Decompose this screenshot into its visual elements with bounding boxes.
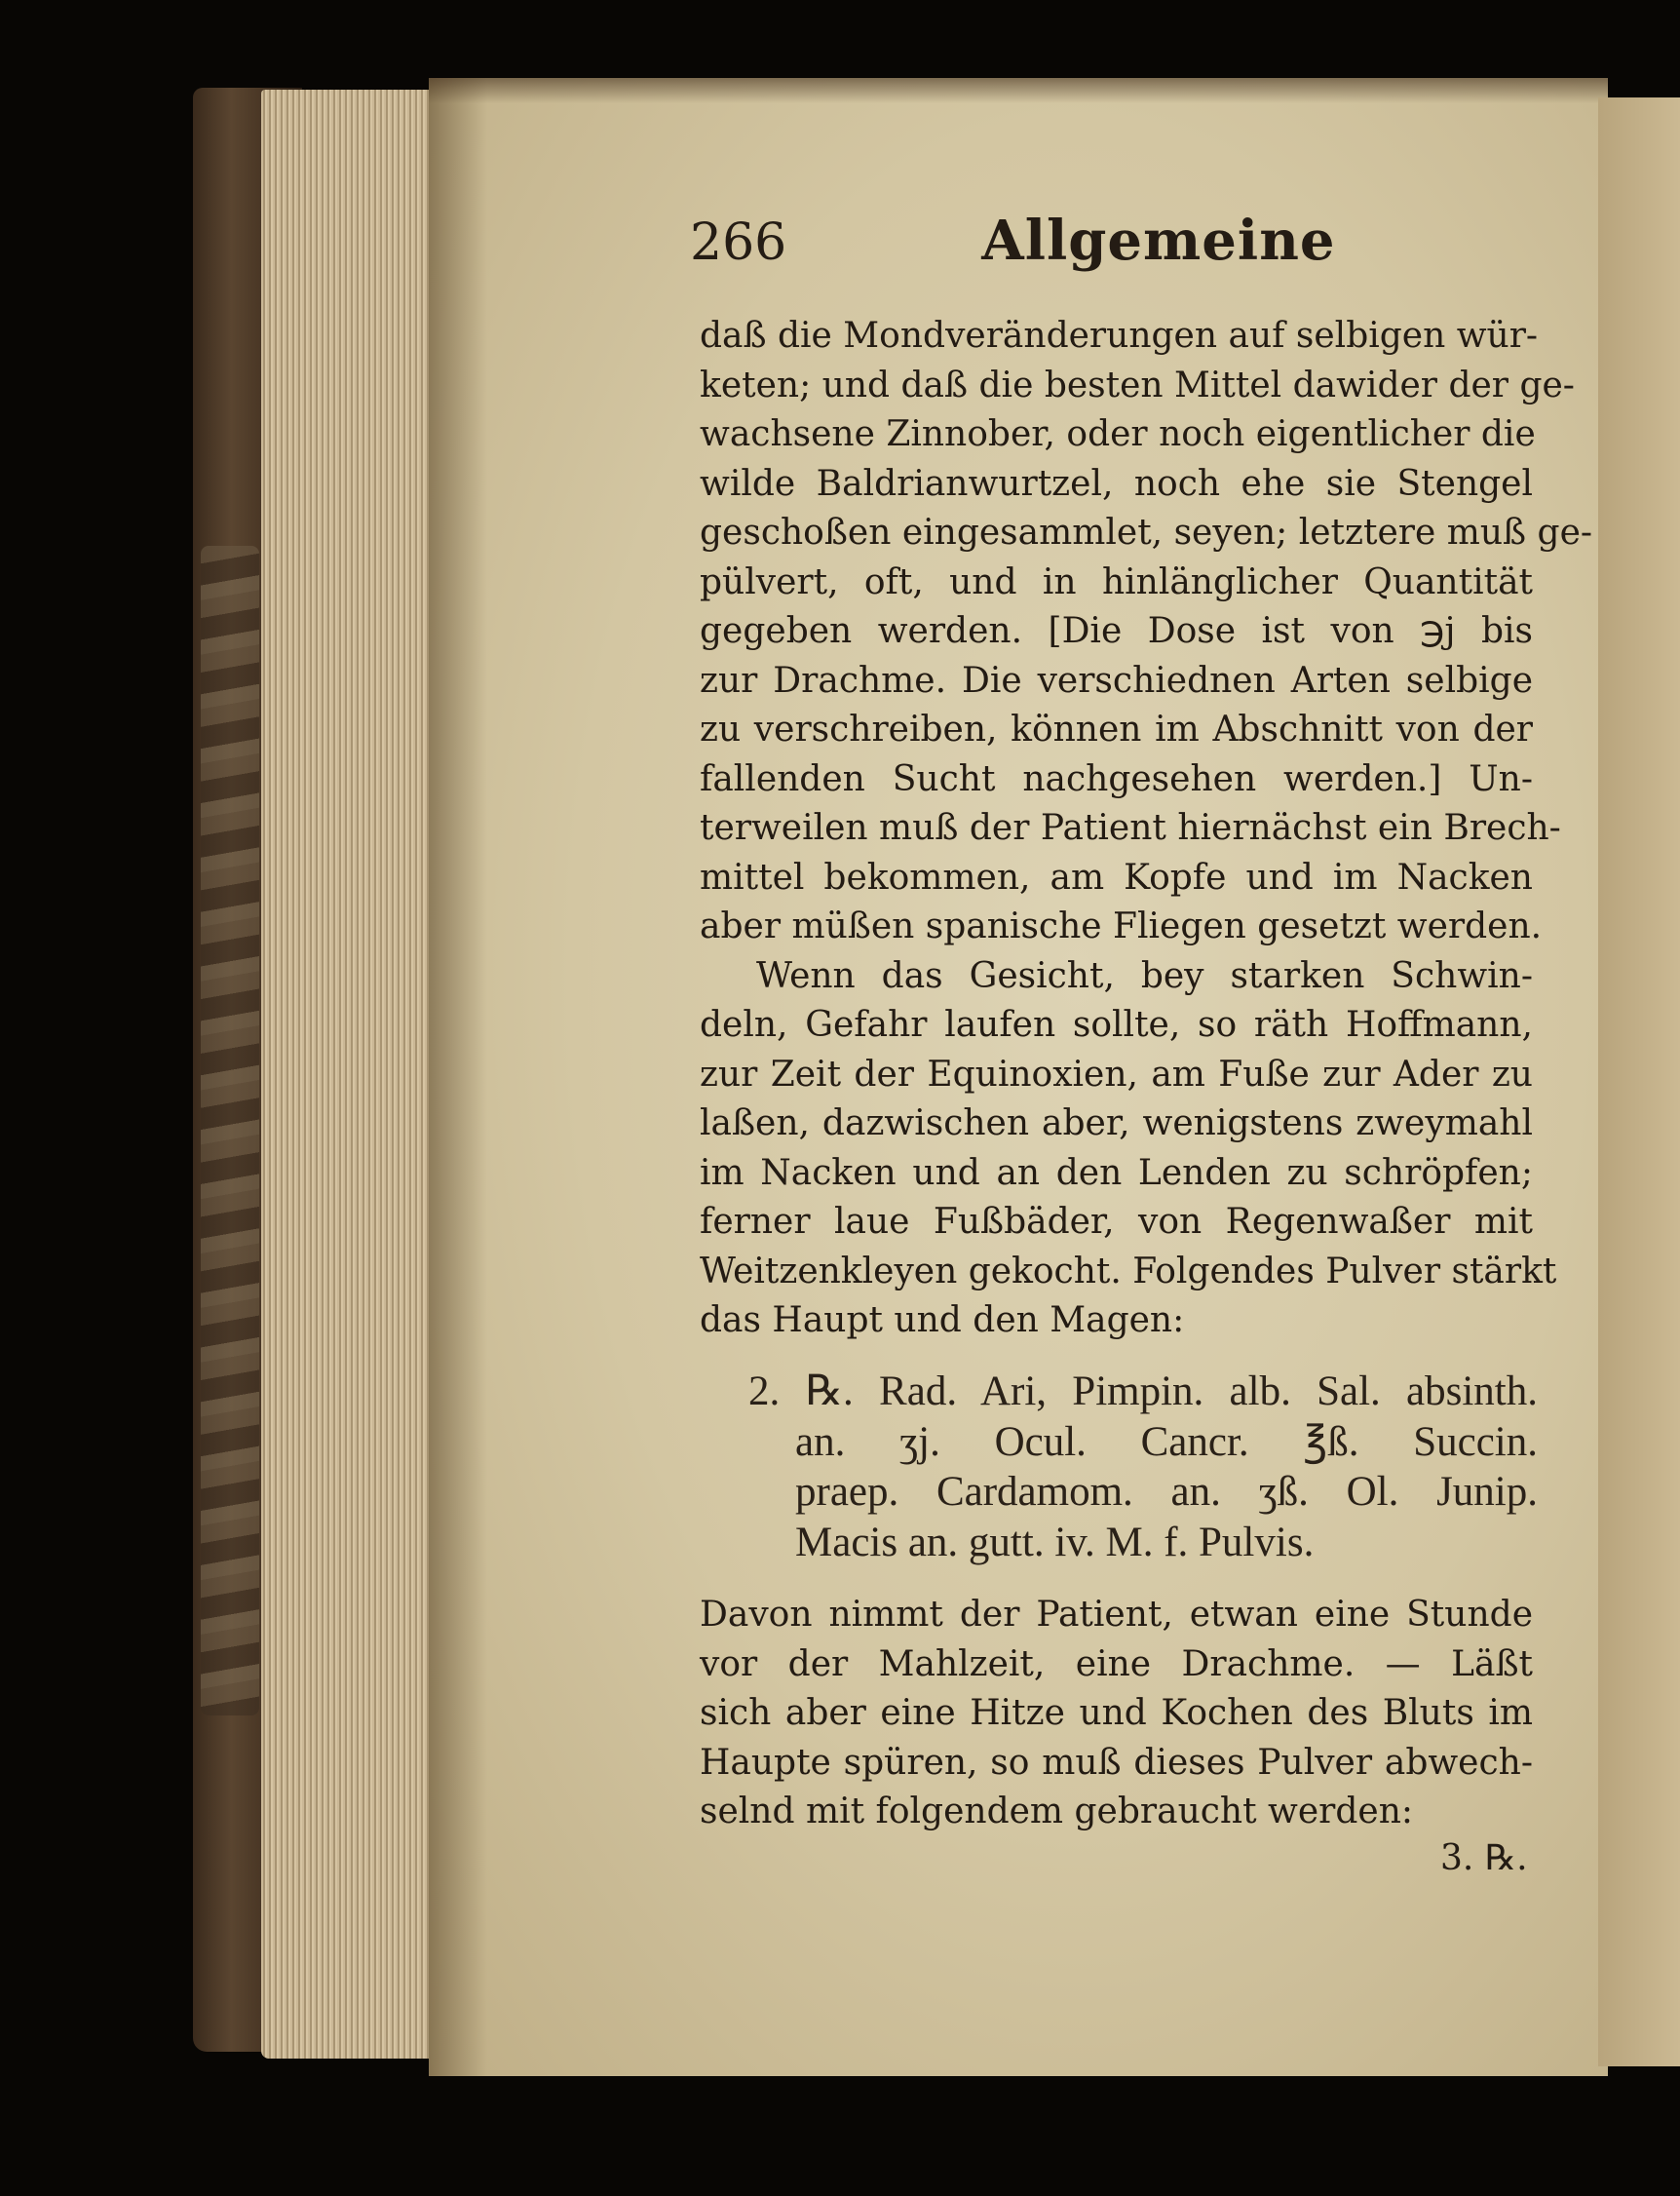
text-line: Wenn das Gesicht, bey starken Schwin- <box>756 955 1533 996</box>
text-line: vor der Mahlzeit, eine Drachme. — Läßt <box>700 1643 1533 1684</box>
recipe-line: 2. ℞. Rad. Ari, Pimpin. alb. Sal. absinth. <box>748 1368 1538 1414</box>
text-line: terweilen muß der Patient hiernächst ein Brech- <box>700 808 1561 848</box>
text-line: aber müßen spanische Fliegen gesetzt werden. <box>700 906 1543 946</box>
text-line: laßen, dazwischen aber, wenigstens zweymahl <box>700 1103 1533 1143</box>
text-line: zur Zeit der Equinoxien, am Fuße zur Ader zu <box>700 1054 1533 1095</box>
recipe-line: praep. Cardamom. an. ʒß. Ol. Junip. <box>795 1469 1538 1515</box>
marbled-binding <box>201 546 259 1715</box>
text-line: wachsene Zinnober, oder noch eigentlicher die <box>700 414 1536 454</box>
page-edges <box>261 90 437 2059</box>
page-top-shadow <box>429 78 1608 103</box>
text-line: keten; und daß die besten Mittel dawider der ge- <box>700 365 1575 405</box>
recipe-block <box>748 1367 1538 1567</box>
text-line: das Haupt und den Magen: <box>700 1300 1185 1340</box>
page-number: 266 <box>690 213 787 272</box>
body-text <box>700 312 1593 1346</box>
text-line: zur Drachme. Die verschiednen Arten selbige <box>700 660 1533 701</box>
text-line: pülvert, oft, und in hinlänglicher Quantität <box>700 561 1533 602</box>
text-line: Weitzenkleyen gekocht. Folgendes Pulver stärkt <box>700 1251 1557 1291</box>
text-line: geschoßen eingesammlet, seyen; letztere muß ge- <box>700 513 1593 553</box>
body-text-continued <box>700 1591 1533 1837</box>
recipe-line: Macis an. gutt. iv. M. f. Pulvis. <box>795 1519 1315 1565</box>
text-line: deln, Gefahr laufen sollte, so räth Hoffmann, <box>700 1005 1533 1045</box>
text-line: gegeben werden. [Die Dose ist von ℈j bis <box>700 611 1533 651</box>
text-line: selnd mit folgendem gebraucht werden: <box>700 1791 1414 1831</box>
text-line: ferner laue Fußbäder, von Regenwaßer mit <box>700 1202 1533 1242</box>
text-line: Haupte spüren, so muß dieses Pulver abwech- <box>700 1742 1533 1783</box>
running-title: Allgemeine <box>981 209 1336 273</box>
page-gutter-shadow <box>429 78 487 2076</box>
text-line: sich aber eine Hitze und Kochen des Bluts im <box>700 1693 1533 1733</box>
text-line: zu verschreiben, können im Abschnitt von der <box>700 710 1533 750</box>
text-line: im Nacken und an den Lenden zu schröpfen; <box>700 1152 1533 1193</box>
recipe-line: an. ʒj. Ocul. Cancr. ℥ß. Succin. <box>795 1418 1538 1465</box>
page-header <box>690 209 1489 277</box>
text-line: wilde Baldrianwurtzel, noch ehe sie Stengel <box>700 463 1533 504</box>
facing-page-edge <box>1598 97 1680 2066</box>
text-line: daß die Mondveränderungen auf selbigen wür- <box>700 316 1539 356</box>
text-line: Davon nimmt der Patient, etwan eine Stunde <box>700 1595 1533 1635</box>
catchword: 3. ℞. <box>1440 1838 1528 1878</box>
text-line: mittel bekommen, am Kopfe und im Nacken <box>700 857 1533 898</box>
text-line: fallenden Sucht nachgesehen werden.] Un- <box>700 758 1533 799</box>
